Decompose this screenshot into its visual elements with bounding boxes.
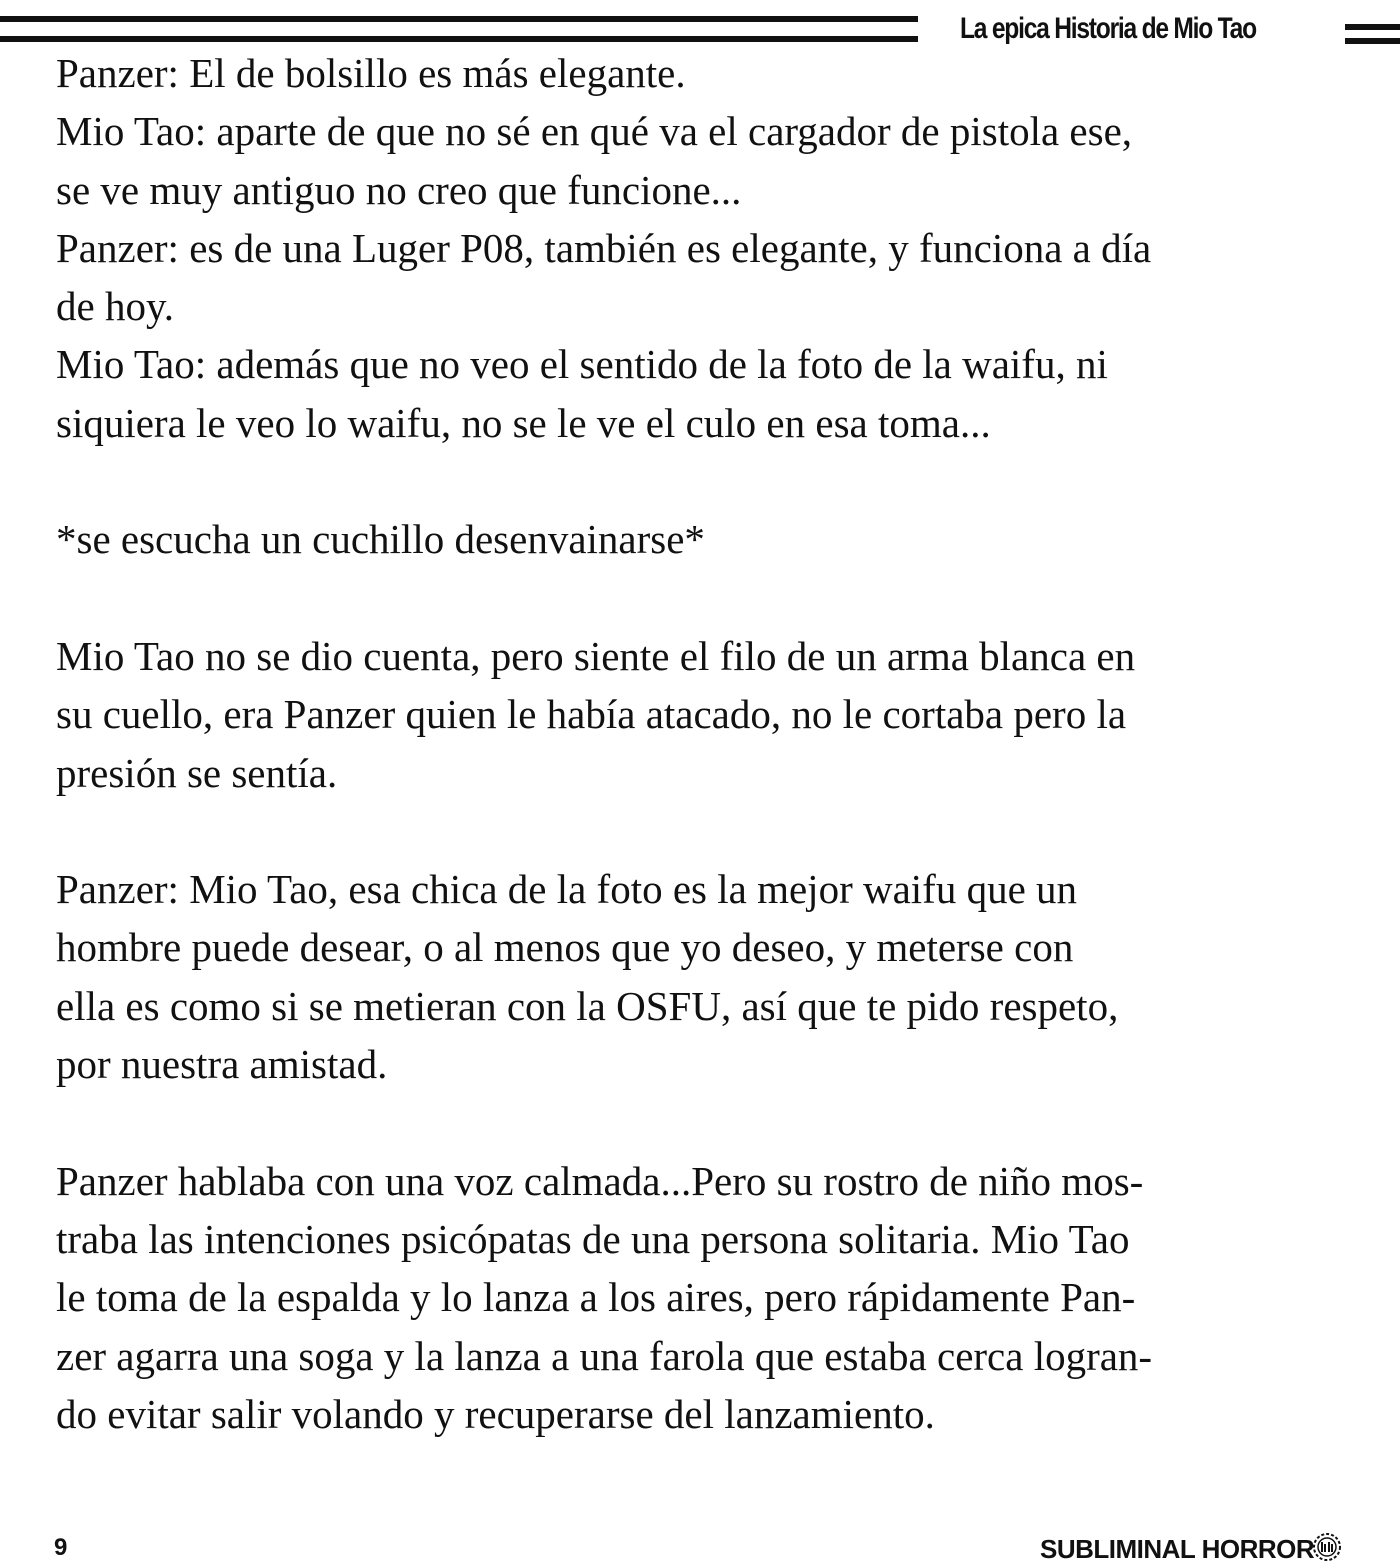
text-line: por nuestra amistad. xyxy=(56,1041,388,1088)
header-rule-top-right xyxy=(1345,24,1400,30)
text-line: Panzer: El de bolsillo es más elegante. xyxy=(56,50,686,96)
text-line: le toma de la espalda y lo lanza a los aires, pero rápidamente Pan- xyxy=(56,1274,1136,1321)
text-line: Panzer hablaba con una voz calmada...Pero su rostro de niño mos- xyxy=(56,1157,1144,1204)
blank-line xyxy=(56,452,1346,510)
header-rule-top-left xyxy=(0,16,918,22)
text-line: presión se sentía. xyxy=(56,749,338,796)
header-rule-bottom-left xyxy=(0,36,918,42)
text-line: se ve muy antiguo no creo que funcione... xyxy=(56,166,742,213)
text-line: Panzer: Mio Tao, esa chica de la foto es la mejor waifu que un xyxy=(56,866,1078,913)
text-line: siquiera le veo lo waifu, no se le ve el culo en esa toma... xyxy=(56,399,991,446)
header-rule-bottom-right xyxy=(1345,38,1400,44)
text-line: su cuello, era Panzer quien le había atacado, no le cortaba pero la xyxy=(56,691,1127,738)
text-line: de hoy. xyxy=(56,283,175,330)
page-number: 9 xyxy=(54,1534,68,1561)
text-line: Panzer: es de una Luger P08, también es elegante, y funciona a día xyxy=(56,224,1152,271)
text-line: Mio Tao no se dio cuenta, pero siente el filo de un arma blanca en xyxy=(56,632,1136,679)
story-text xyxy=(56,44,1346,1443)
text-line: *se escucha un cuchillo desenvainarse* xyxy=(56,516,705,563)
text-line: do evitar salir volando y recuperarse del lanzamiento. xyxy=(56,1390,935,1437)
footer-brand: SUBLIMINAL HORROR xyxy=(1040,1534,1315,1564)
text-line: zer agarra una soga y la lanza a una farola que estaba cerca logran- xyxy=(56,1332,1153,1379)
running-header-title: La epica Historia de Mio Tao xyxy=(960,12,1256,45)
text-line: ella es como si se metieran con la OSFU, así que te pido respeto, xyxy=(56,982,1119,1029)
blank-line xyxy=(56,802,1346,860)
text-line: Mio Tao: aparte de que no sé en qué va el cargador de pistola ese, xyxy=(56,108,1133,155)
text-line: Mio Tao: además que no veo el sentido de la foto de la waifu, ni xyxy=(56,341,1108,388)
blank-line xyxy=(56,569,1346,627)
blank-line xyxy=(56,1093,1346,1151)
text-line: traba las intenciones psicópatas de una persona solitaria. Mio Tao xyxy=(56,1215,1130,1262)
text-line: hombre puede desear, o al menos que yo deseo, y meterse con xyxy=(56,924,1074,971)
